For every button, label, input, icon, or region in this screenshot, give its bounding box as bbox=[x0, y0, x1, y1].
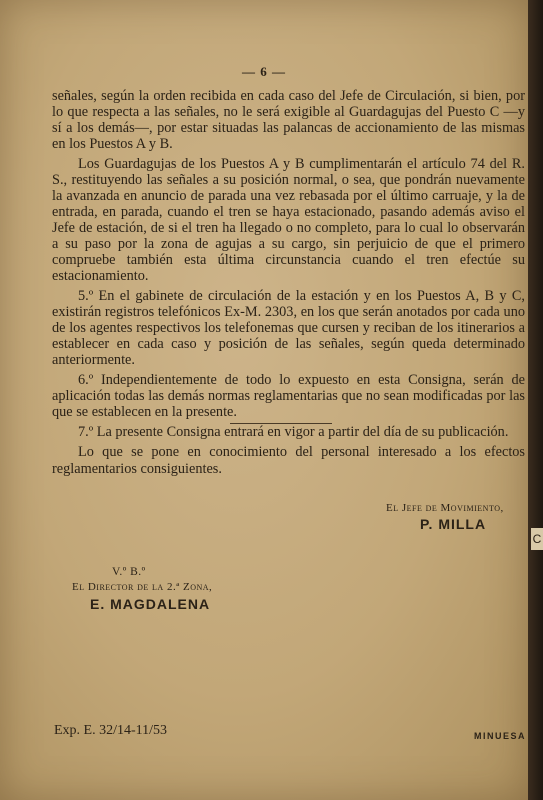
body-text bbox=[52, 88, 525, 444]
printer-mark: MINUESA bbox=[474, 731, 527, 741]
file-reference: Exp. E. 32/14-11/53 bbox=[54, 723, 168, 738]
page-number: — 6 — bbox=[242, 64, 286, 79]
page-edge-shadow bbox=[528, 0, 543, 800]
edge-tab-label: C bbox=[531, 528, 543, 550]
signature-left-name: E. MAGDALENA bbox=[90, 596, 211, 612]
paragraph-article-5: 5.º En el gabinete de circulación de la estación y en los Puestos A, B y C, existirán registros telefónicos Ex-M. 2303, en los que serán anotados por cada uno de los agentes respectivos los telefonemas que cursen y reciban de los itinerarios a establecer en cada caso y posición de las señales, según queda determinado anteriormente. bbox=[52, 288, 525, 368]
closing-text: Lo que se pone en conocimiento del personal interesado a los efectos reglamentarios consiguientes. bbox=[52, 444, 525, 477]
paragraph-continuation: señales, según la orden recibida en cada caso del Jefe de Circulación, si bien, por lo que respecta a las señales, no le será exigible al Guardagujas del Puesto C —y sí a los demás—, por estar situadas las palancas de accionamiento de las mismas en los Puestos A y B. bbox=[52, 88, 525, 152]
signature-right-name: P. MILLA bbox=[420, 516, 487, 532]
paragraph-puestos: Los Guardagujas de los Puestos A y B cumplimentarán el artículo 74 del R. S., restituyendo las señales a su posición normal, o sea, que pondrán nuevamente la avanzada en anuncio de parada una vez rebasada por el último carruaje, y la de entrada, en parada, cuando el tren se haya estacionado, pasando además aviso el Jefe de estación, de si el tren ha llegado o no completo, para lo cual lo observarán a su paso por la zona de agujas a su cargo, sin perjuicio de que el primero compruebe también esta última circunstancia cuando el tren efectúe su estacionamiento. bbox=[52, 156, 525, 284]
signature-left-title: El Director de la 2.ª Zona, bbox=[72, 581, 213, 593]
signature-right-title: El Jefe de Movimiento, bbox=[386, 502, 504, 514]
signature-left-approval: V.º B.º bbox=[112, 566, 146, 578]
separator-rule bbox=[230, 423, 332, 424]
paragraph-article-7: 7.º La presente Consigna entrará en vigor a partir del día de su publicación. bbox=[78, 424, 509, 440]
paragraph-article-6: 6.º Independientemente de todo lo expuesto en esta Consigna, serán de aplicación todas las demás normas reglamentarias que no sean modificadas por las que se establecen en la presente. bbox=[52, 372, 525, 420]
